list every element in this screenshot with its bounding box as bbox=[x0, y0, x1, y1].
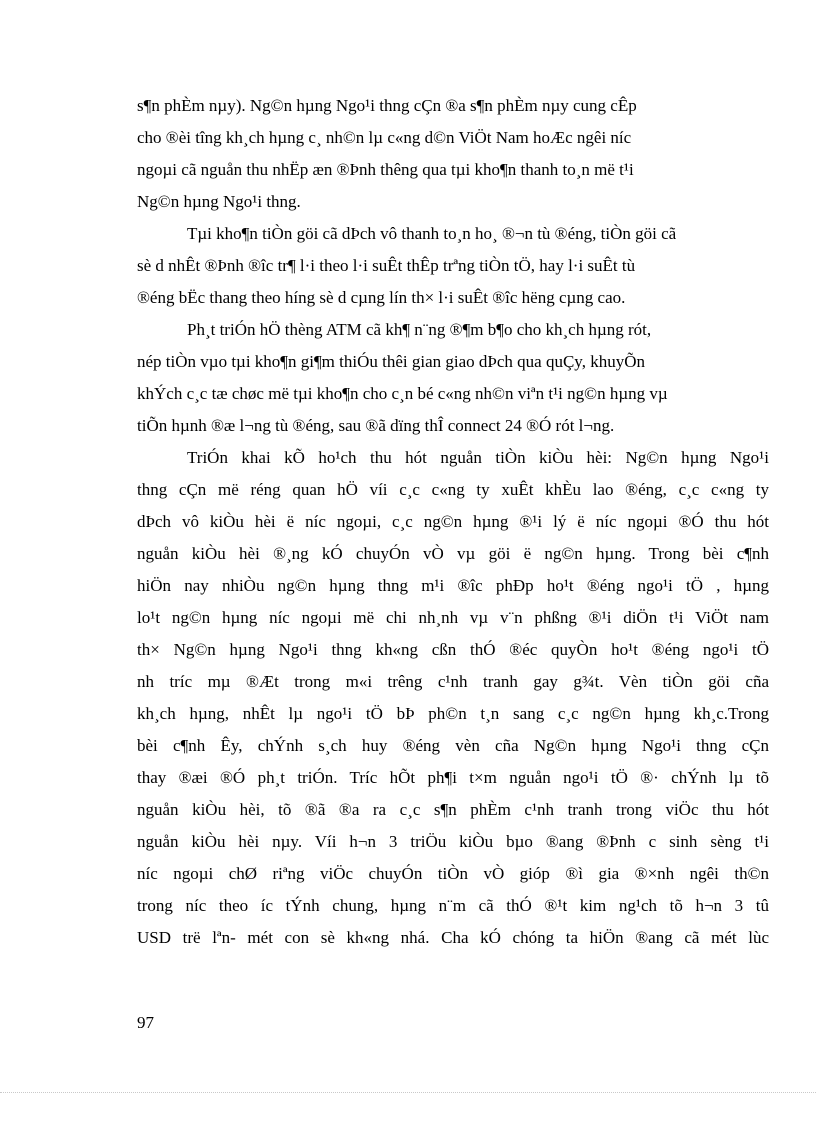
page-footer-divider bbox=[0, 1092, 816, 1093]
text-line: USD trë lªn- mét con sè kh«ng nhá. Cha kÓ chóng ta hiÖn ®ang cã mét lùc bbox=[137, 928, 769, 947]
text-line: kh¸ch hµng, nhÊt lµ ngo¹i tÖ bÞ ph©n t¸n sang c¸c ng©n hµng kh¸c.Trong bbox=[137, 704, 769, 723]
text-line: dÞch vô kiÒu hèi ë níc ngoµi, c¸c ng©n hµng ®¹i lý ë níc ngoµi ®Ó thu hót bbox=[137, 512, 769, 531]
text-line: ®éng bËc thang theo híng sè d cµng lín th× l·i suÊt ®îc hëng cµng cao. bbox=[137, 288, 626, 307]
text-line: nguån kiÒu hèi ®¸ng kÓ chuyÓn vÒ vµ göi ë ng©n hµng. Trong bèi c¶nh bbox=[137, 544, 769, 563]
page-number: 97 bbox=[137, 1013, 154, 1032]
paragraph bbox=[137, 442, 769, 954]
text-line: sè d nhÊt ®Þnh ®îc tr¶ l·i theo l·i suÊt thÊp trªng tiÒn tÖ, hay l·i suÊt tù bbox=[137, 256, 636, 275]
body-text bbox=[137, 90, 769, 954]
text-line: khÝch c¸c tæ chøc më tµi kho¶n cho c¸n bé c«ng nh©n viªn t¹i ng©n hµng vµ bbox=[137, 384, 668, 403]
paragraph bbox=[137, 90, 769, 218]
text-line: hiÖn nay nhiÒu ng©n hµng thng m¹i ®îc phÐp ho¹t ®éng ngo¹i tÖ , hµng bbox=[137, 576, 769, 595]
text-line: th× Ng©n hµng Ngo¹i thng kh«ng cßn thÓ ®éc quyÒn ho¹t ®éng ngo¹i tÖ bbox=[137, 640, 769, 659]
text-line: tiÕn hµnh ®æ l¬ng tù ®éng, sau ®ã dïng thÎ connect 24 ®Ó rót l¬ng. bbox=[137, 416, 615, 435]
paragraph bbox=[137, 218, 769, 314]
text-line: lo¹t ng©n hµng níc ngoµi më chi nh¸nh vµ v¨n phßng ®¹i diÖn t¹i ViÖt nam bbox=[137, 608, 769, 627]
text-line: níc ngoµi chØ riªng viÖc chuyÓn tiÒn vÒ gióp ®ì gia ®×nh ngêi th©n bbox=[137, 864, 769, 883]
text-line: nguån kiÒu hèi, tõ ®ã ®a ra c¸c s¶n phÈm c¹nh tranh trong viÖc thu hót bbox=[137, 800, 769, 819]
text-line: ngoµi cã nguån thu nhËp æn ®Þnh thêng qua tµi kho¶n thanh to¸n më t¹i bbox=[137, 160, 634, 179]
text-line: bèi c¶nh Êy, chÝnh s¸ch huy ®éng vèn cña Ng©n hµng Ngo¹i thng cÇn bbox=[137, 736, 769, 755]
text-line: nguån kiÒu hèi nµy. Víi h¬n 3 triÖu kiÒu bµo ®ang ®Þnh c sinh sèng t¹i bbox=[137, 832, 769, 851]
text-line: trong níc theo íc tÝnh chung, hµng n¨m cã thÓ ®¹t kim ng¹ch tõ h¬n 3 tû bbox=[137, 896, 769, 915]
text-line: nh tríc mµ ®Æt trong m«i trêng c¹nh tranh gay g¾t. Vèn tiÒn göi cña bbox=[137, 672, 769, 691]
text-line: Tµi kho¶n tiÒn göi cã dÞch vô thanh to¸n ho¸ ®¬n tù ®éng, tiÒn göi cã bbox=[187, 224, 677, 243]
text-line: TriÓn khai kÕ ho¹ch thu hót nguån tiÒn kiÒu hèi: Ng©n hµng Ngo¹i bbox=[187, 448, 769, 467]
text-line: cho ®èi tîng kh¸ch hµng c¸ nh©n lµ c«ng d©n ViÖt Nam hoÆc ngêi níc bbox=[137, 128, 632, 147]
text-line: Ng©n hµng Ngo¹i thng. bbox=[137, 192, 301, 211]
text-line: thay ®æi ®Ó ph¸t triÓn. Tríc hÕt ph¶i t×m nguån ngo¹i tÖ ®· chÝnh lµ tõ bbox=[137, 768, 769, 787]
text-line: nép tiÒn vµo tµi kho¶n gi¶m thiÓu thêi gian giao dÞch qua quÇy, khuyÕn bbox=[137, 352, 645, 371]
paragraph bbox=[137, 314, 769, 442]
text-line: s¶n phÈm nµy). Ng©n hµng Ngo¹i thng cÇn ®a s¶n phÈm nµy cung cÊp bbox=[137, 96, 637, 115]
text-line: Ph¸t triÓn hÖ thèng ATM cã kh¶ n¨ng ®¶m b¶o cho kh¸ch hµng rót, bbox=[187, 320, 652, 339]
text-line: thng cÇn më réng quan hÖ víi c¸c c«ng ty xuÊt khÈu lao ®éng, c¸c c«ng ty bbox=[137, 480, 769, 499]
